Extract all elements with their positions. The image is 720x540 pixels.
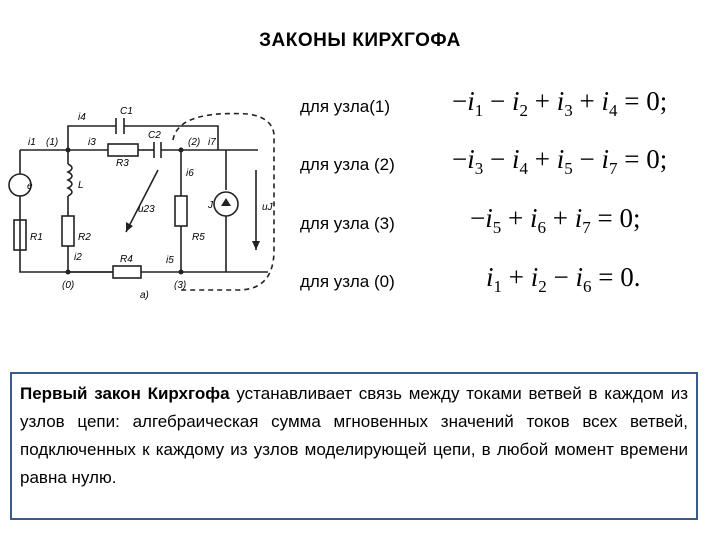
node-2-equation (452, 144, 667, 179)
label-i2: i2 (74, 252, 82, 263)
label-C2: C2 (148, 130, 161, 141)
label-node3: (3) (174, 280, 187, 291)
label-node0: (0) (62, 280, 75, 291)
definition-bold: Первый закон Кирхгофа (20, 384, 230, 403)
page-title: ЗАКОНЫ КИРХГОФА (259, 30, 461, 51)
label-i3: i3 (88, 137, 96, 148)
label-i5: i5 (166, 255, 174, 266)
node-2-formula: $-i_3 - i_4 + i_5 - i_7 = 0$; (452, 144, 668, 178)
label-R2: R2 (78, 232, 91, 243)
node-1-equation (452, 86, 667, 121)
node-0-label: для узла (0) (300, 272, 395, 291)
label-e: e (27, 181, 33, 192)
label-R1: R1 (30, 232, 43, 243)
label-i7: i7 (208, 137, 216, 148)
label-R4: R4 (120, 254, 133, 265)
node-0-formula: $i_1 + i_2 - i_6 = 0$. (486, 262, 641, 296)
node-1-formula: $-i_1 - i_2 + i_3 + i_4 = 0$; (452, 86, 668, 120)
node-2-label: для узла (2) (300, 155, 395, 174)
definition-text: устанавливает связь между токами ветвей в каждом из узлов цепи: алгебраическая сумма мгновенных значений токов всех ветвей, подключенных к каждому из узлов моделирующей цепи, в любой момент времени равна нулю. (20, 384, 688, 487)
label-R3: R3 (116, 158, 129, 169)
node-0-equation (486, 262, 641, 297)
label-J: J (208, 200, 213, 211)
node-3-label: для узла (3) (300, 214, 395, 233)
label-u23: u23 (138, 204, 155, 215)
kirchhoff-definition-box (10, 372, 698, 520)
circuit-diagram (8, 100, 290, 310)
node-1-label: для узла(1) (300, 97, 391, 116)
label-i4: i4 (78, 112, 86, 123)
node-3-formula: $-i_5 + i_6 + i_7 = 0$; (470, 203, 641, 237)
label-a: a) (140, 290, 149, 301)
label-node2: (2) (188, 137, 201, 148)
label-uJ: uJ (262, 202, 273, 213)
label-C1: C1 (120, 106, 133, 117)
label-L: L (78, 180, 84, 191)
node-3-equation (470, 203, 640, 238)
label-node1: (1) (46, 137, 59, 148)
label-i1: i1 (28, 137, 36, 148)
label-R5: R5 (192, 232, 205, 243)
label-i6: i6 (186, 168, 194, 179)
